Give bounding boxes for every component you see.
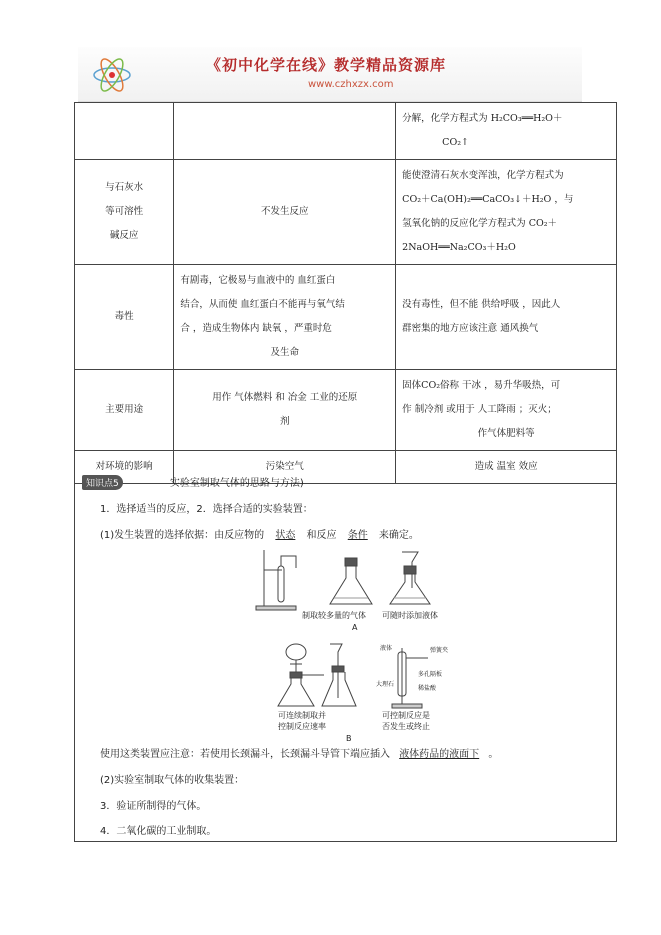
caption: 可连续制取并 bbox=[278, 711, 326, 720]
figure-label-b: B bbox=[346, 734, 352, 743]
cell-line: 用作 气体燃料 和 冶金 工业的还原 bbox=[212, 392, 358, 403]
step-1: 1．选择适当的反应，2．选择合适的实验装置： bbox=[100, 504, 313, 515]
text-fragment: (1)发生装置的选择依据：由反应物的 bbox=[100, 530, 265, 541]
figure-label: A bbox=[352, 623, 358, 632]
cell-line: 没有毒性，但不能 供给呼吸 ，因此人 bbox=[402, 299, 561, 310]
cell-line: 分解，化学方程式为 H₂CO₃══H₂O＋ bbox=[402, 113, 563, 124]
header-banner bbox=[78, 47, 582, 102]
cell-line: 等可溶性 bbox=[105, 206, 144, 217]
cell-line: 能使澄清石灰水变浑浊，化学方程式为 bbox=[402, 170, 564, 181]
section-heading bbox=[82, 474, 304, 490]
caption: 控制反应速率 bbox=[278, 722, 326, 731]
table-cell: 对环境的影响 bbox=[75, 451, 174, 484]
test-tube-apparatus-icon bbox=[256, 550, 296, 610]
table-cell: 污染空气 bbox=[174, 451, 396, 484]
table-cell: 毒性 bbox=[75, 265, 174, 370]
text-fragment: 来确定。 bbox=[378, 530, 419, 541]
funnel-flask-icon bbox=[390, 552, 430, 604]
caption: 否发生或终止 bbox=[382, 722, 430, 731]
cell-line: 有剧毒，它极易与血液中的 血红蛋白 bbox=[180, 275, 336, 286]
tag: 液体 bbox=[380, 645, 393, 652]
caption: 制取较多量的气体 bbox=[302, 611, 366, 620]
step-4-industrial: 4．二氧化碳的工业制取。 bbox=[100, 826, 217, 837]
step-2-collection: (2)实验室制取气体的收集装置： bbox=[100, 775, 245, 786]
knowledge-point-badge: 知识点5 bbox=[82, 475, 123, 490]
caption: 可控制反应是 bbox=[382, 711, 430, 720]
cell-line: 2NaOH══Na₂CO₃＋H₂O bbox=[402, 242, 516, 253]
text-fragment: 和反应 bbox=[306, 530, 337, 541]
tag: 多孔隔板 bbox=[418, 671, 443, 678]
cell-line: 及生命 bbox=[270, 347, 300, 358]
table-cell: 造成 温室 效应 bbox=[396, 451, 617, 484]
cell-line: CO₂＋Ca(OH)₂══CaCO₃↓＋H₂O ，与 bbox=[402, 194, 574, 205]
note-line bbox=[100, 745, 498, 760]
cell-line: 氢氧化钠的反应化学方程式为 CO₂＋ bbox=[402, 218, 558, 229]
blank-answer: 条件 bbox=[347, 530, 368, 541]
long-neck-funnel-flask-icon bbox=[322, 644, 356, 706]
cell-line: 作气体肥料等 bbox=[477, 428, 535, 439]
blank-answer: 液体药品的液面下 bbox=[399, 749, 480, 760]
text-fragment: 使用这类装置应注意：若使用长颈漏斗，长颈漏斗导管下端应插入 bbox=[100, 749, 390, 760]
banner-title: 《初中化学在线》教学精品资源库 bbox=[206, 56, 447, 74]
text-fragment: 。 bbox=[488, 749, 499, 760]
cell-line: 群密集的地方应该注意 通风换气 bbox=[402, 323, 539, 334]
step-1-generator bbox=[100, 526, 419, 541]
step-3-verify: 3．验证所制得的气体。 bbox=[100, 801, 207, 812]
conical-flask-icon bbox=[330, 558, 372, 604]
cell-line: 与石灰水 bbox=[105, 182, 144, 193]
cell-line: 结合，从而使 血红蛋白不能再与氧气结 bbox=[180, 299, 345, 310]
controllable-generator-icon bbox=[392, 648, 428, 708]
table-cell: 不发生反应 bbox=[174, 160, 396, 265]
separatory-funnel-flask-icon bbox=[278, 644, 324, 706]
tag: 弹簧夹 bbox=[430, 647, 449, 654]
blank-answer: 状态 bbox=[275, 530, 296, 541]
cell-line: 合 ，造成生物体内 缺氧 ，严重时危 bbox=[180, 323, 332, 334]
table-cell: 主要用途 bbox=[75, 370, 174, 451]
gas-generator-apparatus-figure bbox=[252, 548, 452, 734]
cell-line: CO₂↑ bbox=[442, 137, 469, 148]
cell-line: 作 制冷剂 或用于 人工降雨 ；灭火； bbox=[402, 404, 557, 415]
banner-url: www.czhxzx.com bbox=[308, 79, 394, 90]
molecule-logo-icon bbox=[90, 53, 134, 97]
cell-line: 剂 bbox=[280, 416, 290, 427]
tag: 稀盐酸 bbox=[418, 685, 437, 692]
cell-line: 固体CO₂俗称 干冰 ，易升华吸热，可 bbox=[402, 380, 561, 391]
cell-line: 碱反应 bbox=[109, 230, 139, 241]
tag: 大理石 bbox=[376, 681, 395, 688]
caption: 可随时添加液体 bbox=[382, 611, 438, 620]
section-title: 实验室制取气体的思路与方法) bbox=[169, 478, 304, 489]
